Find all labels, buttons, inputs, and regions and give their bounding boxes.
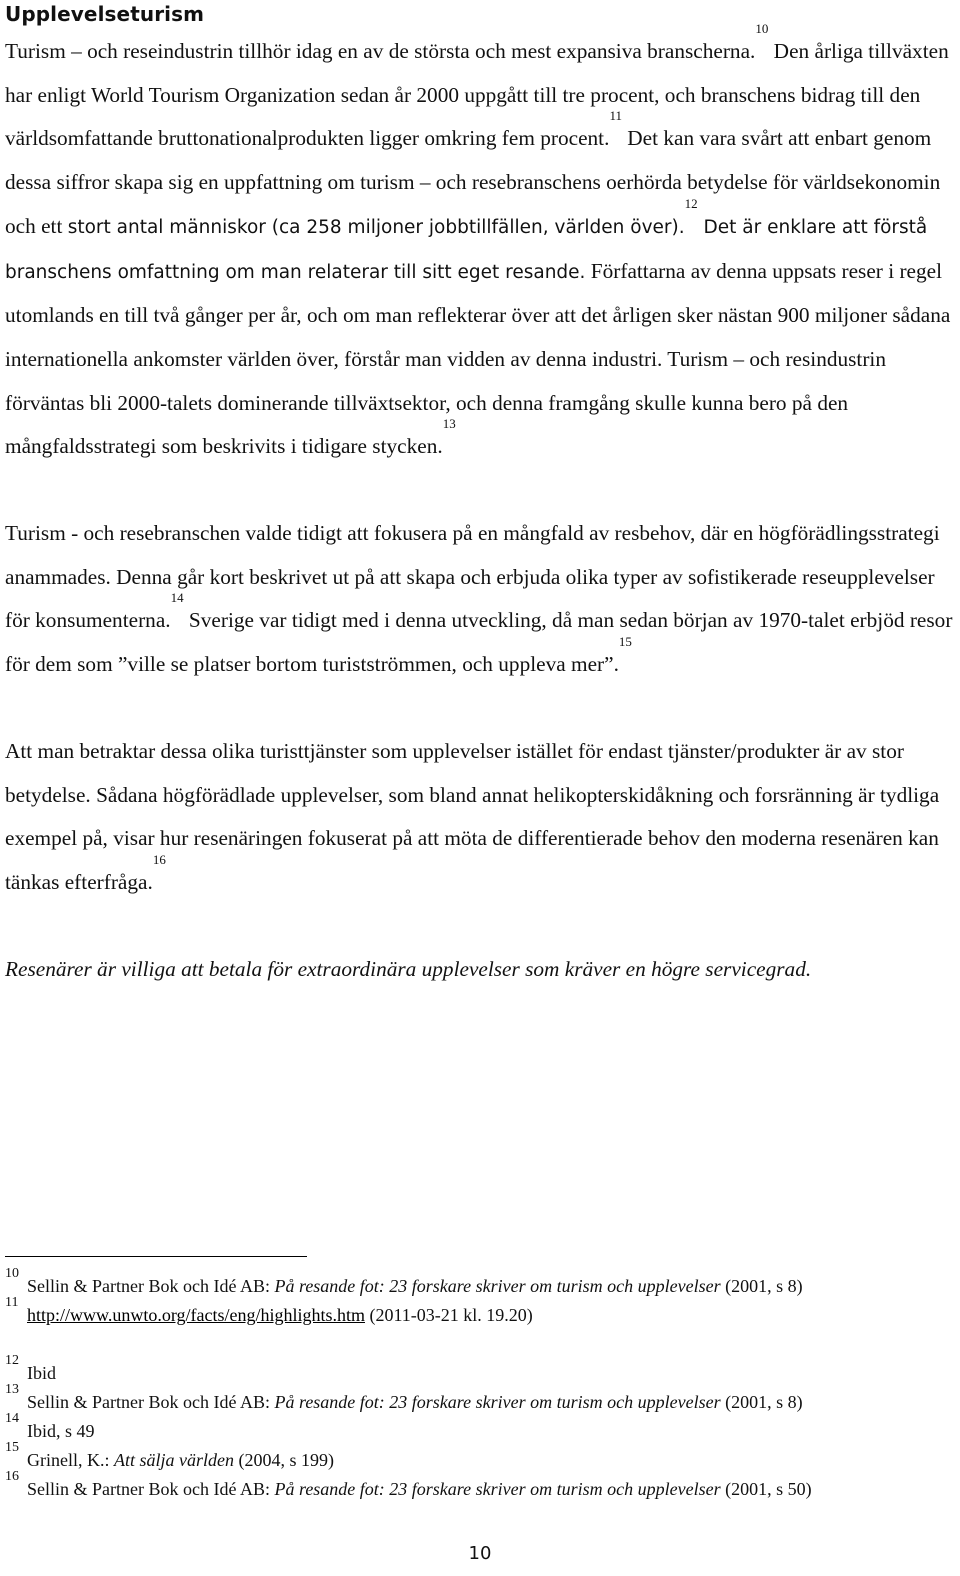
footnote-item [5,1355,955,1384]
footnote-number: 13 [5,1382,19,1397]
paragraph-3 [5,730,955,905]
paragraph-text: Det är enklare att förstå branschens omfattning om man relaterar till sitt eget resande. [5,216,928,283]
footnote-text: Ibid, s 49 [27,1421,95,1441]
section-heading: Upplevelseturism [5,2,205,26]
footnote-item [5,1384,955,1413]
footnote-text: Sellin & Partner Bok och Idé AB: På resande fot: 23 forskare skriver om turism och upplevelser (2001, s 8) [27,1392,803,1412]
paragraph-text: Den årliga tillväxten har enligt World Tourism Organization sedan år 2000 uppgått till tre procent, och branschens bidrag till den världsomfattande bruttonationalprodukten ligger omkring fem procent. [5,39,949,151]
footnote-number: 15 [5,1440,19,1455]
paragraph-text: stort antal människor (ca 258 miljoner jobbtillfällen, världen över). [67,216,685,238]
footnote-text: Ibid [27,1363,56,1383]
paragraph-text: Att man betraktar dessa olika turisttjänster som upplevelser istället för endast tjänster/produkter är av stor betydelse. Sådana högförädlade upplevelser, som bland annat helikopterskidåkning och forsränning är tydliga exempel på, visar hur resenäringen fokuserat på att möta de differentierade behov den moderna resenären kan tänkas efterfråga. [5,738,940,894]
paragraph-text: Det kan vara svårt att enbart genom dessa siffror skapa sig en uppfattning om turism – och resebranschens oerhörda betydelse för världsekonomin och ett [5,126,941,238]
footnote-link[interactable]: http://www.unwto.org/facts/eng/highlights.htm [27,1305,365,1325]
footnote-number: 10 [5,1266,19,1281]
paragraph-text: Sverige var tidigt med i denna utveckling, då man sedan början av 1970-talet erbjöd resor för dem som ”ville se platser bortom turistströmmen, och uppleva mer”. [5,608,953,677]
document-page [5,0,955,991]
footnote-item [5,1442,955,1471]
footnote-ref[interactable]: 11 [609,108,622,124]
footnote-text: Sellin & Partner Bok och Idé AB: På resande fot: 23 forskare skriver om turism och upplevelser (2001, s 8) [27,1276,803,1296]
footnote-number: 16 [5,1469,19,1484]
footnote-ref[interactable]: 16 [152,851,166,867]
footnote-ref[interactable]: 14 [170,590,184,606]
footnote-item [5,1413,955,1442]
paragraph-1 [5,21,955,469]
italic-statement: Resenärer är villiga att betala för extraordinära upplevelser som kräver en högre servicegrad. [5,956,812,981]
footnote-item [5,1297,955,1326]
paragraph-text: Författarna av denna uppsats reser i regel utomlands en till två gånger per år, och om man reflekterar över att det årligen sker nästan 900 miljoner sådana internationella ankomster världen över, förstår man vidden av denna industri. Turism – och resindustrin förväntas bli 2000-talets dominerande tillväxtsektor, och denna framgång skulle kunna bero på den mångfaldsstrategi som beskrivits i tidigare stycken. [5,258,951,459]
footnote-number: 11 [5,1295,19,1310]
footnote-ref[interactable]: 10 [755,21,769,36]
footnotes [5,1268,955,1500]
footnote-number: 12 [5,1353,19,1368]
paragraph-2 [5,512,955,687]
paragraph-text: Turism - och resebranschen valde tidigt att fokusera på en mångfald av resbehov, där en högförädlingsstrategi anammades. Denna går kort beskrivet ut på att skapa och erbjuda olika typer av sofistikerade reseupplevelser för konsumenterna. [5,521,940,633]
footnote-item [5,1471,955,1500]
paragraph-text: Turism – och reseindustrin tillhör idag en av de största och mest expansiva branscherna. [5,39,756,63]
footnote-separator [5,1256,307,1257]
footnote-ref[interactable]: 15 [618,634,632,650]
page-number: 10 [468,1543,492,1564]
footnote-text: Sellin & Partner Bok och Idé AB: På resande fot: 23 forskare skriver om turism och upplevelser (2001, s 50) [27,1479,812,1499]
footnote-text: http://www.unwto.org/facts/eng/highlights.htm (2011-03-21 kl. 19.20) [27,1305,533,1325]
footnote-ref[interactable]: 12 [684,195,698,211]
footnote-number: 14 [5,1411,19,1426]
footnote-text: Grinell, K.: Att sälja världen (2004, s 199) [27,1450,334,1470]
footnote-item [5,1268,955,1297]
footnote-ref[interactable]: 13 [442,416,456,432]
